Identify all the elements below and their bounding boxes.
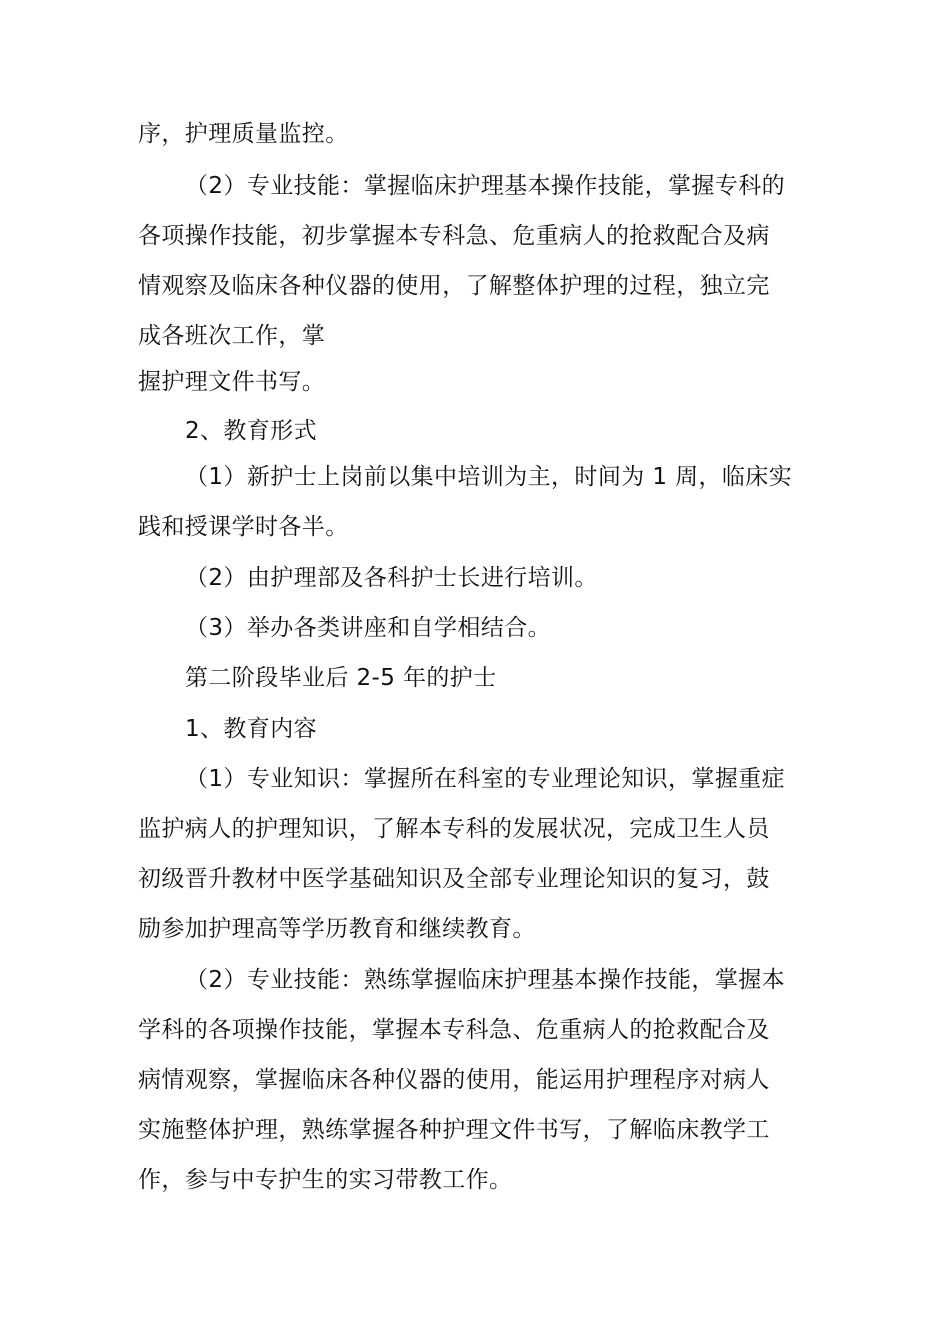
text-line: （1）新护士上岗前以集中培训为主，时间为 1 周，临床实 — [185, 464, 793, 490]
text-line: 学科的各项操作技能，掌握本专科急、危重病人的抢救配合及 — [138, 1017, 770, 1043]
text-line: 成各班次工作，掌 — [138, 323, 326, 349]
text-line: （1）专业知识：掌握所在科室的专业理论知识，掌握重症 — [185, 766, 786, 792]
text-line: 实施整体护理，熟练掌握各种护理文件书写，了解临床教学工 — [138, 1117, 770, 1143]
text-line: 序，护理质量监控。 — [138, 121, 349, 147]
text-line: 监护病人的护理知识，了解本专科的发展状况，完成卫生人员 — [138, 816, 770, 842]
text-line: 初级晋升教材中医学基础知识及全部专业理论知识的复习，鼓 — [138, 866, 770, 892]
text-line: （2）由护理部及各科护士长进行培训。 — [185, 565, 598, 591]
text-line: 作，参与中专护生的实习带教工作。 — [138, 1167, 513, 1193]
section-heading: 第二阶段毕业后 2-5 年的护士 — [185, 665, 497, 691]
text-line: （2）专业技能：熟练掌握临床护理基本操作技能，掌握本 — [185, 967, 786, 993]
text-line: （2）专业技能：掌握临床护理基本操作技能，掌握专科的 — [185, 173, 786, 199]
text-line: 各项操作技能，初步掌握本专科急、危重病人的抢救配合及病 — [138, 223, 770, 249]
text-line: 励参加护理高等学历教育和继续教育。 — [138, 916, 536, 942]
section-heading: 2、教育形式 — [185, 418, 318, 444]
text-line: 握护理文件书写。 — [138, 369, 326, 395]
section-heading: 1、教育内容 — [185, 716, 318, 742]
text-line: 践和授课学时各半。 — [138, 514, 349, 540]
text-line: （3）举办各类讲座和自学相结合。 — [185, 615, 552, 641]
text-line: 病情观察，掌握临床各种仪器的使用，能运用护理程序对病人 — [138, 1067, 770, 1093]
text-line: 情观察及临床各种仪器的使用，了解整体护理的过程，独立完 — [138, 273, 770, 299]
